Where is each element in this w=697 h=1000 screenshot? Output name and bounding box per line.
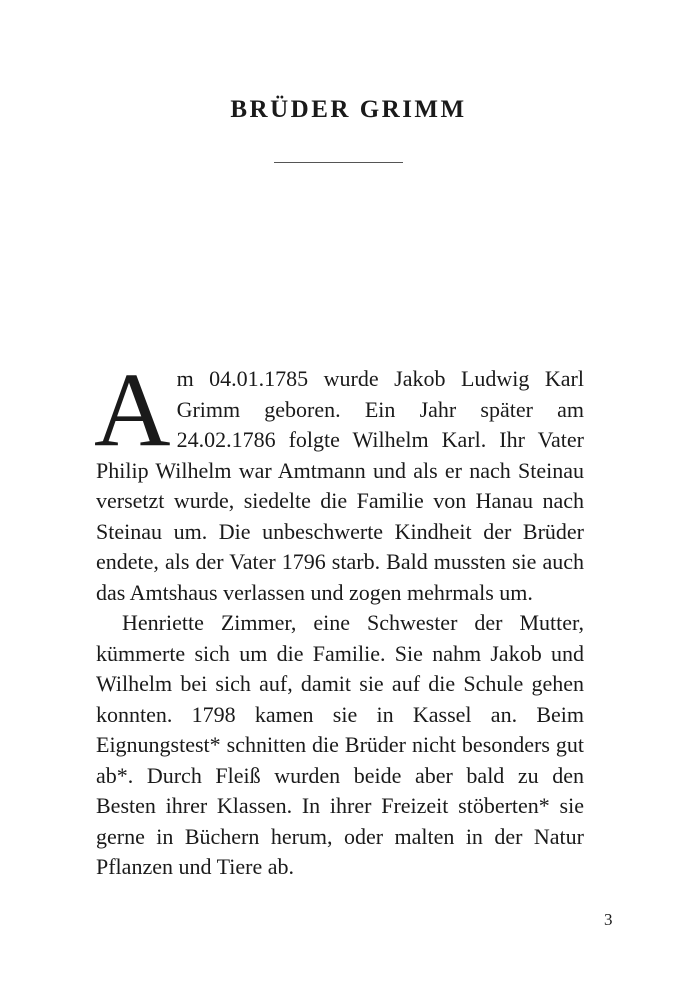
title-divider bbox=[274, 162, 403, 163]
page-number: 3 bbox=[604, 910, 613, 929]
paragraph-2: Henriette Zimmer, eine Schwester der Mutter, kümmerte sich um die Familie. Sie nahm Jakob und Wilhelm bei sich auf, damit sie auf die Schule gehen konnten. 1798 kamen sie in Kassel an. Beim Eignungstest* schnitten die Brüder nicht besonders gut ab*. Durch Fleiß wurden beide aber bald zu den Besten ihrer Klassen. In ihrer Freizeit stöberten* sie gerne in Büchern herum, oder malten in der Natur Pflanzen und Tiere ab. bbox=[96, 610, 584, 879]
body-text bbox=[94, 351, 584, 883]
drop-cap: A bbox=[94, 351, 171, 468]
chapter-title: BRÜDER GRIMM bbox=[230, 96, 467, 123]
paragraph-1 bbox=[94, 351, 584, 608]
paragraph-1-text: m 04.01.1785 wurde Jakob Ludwig Karl Grimm geboren. Ein Jahr später am 24.02.1786 folgte Wilhelm Karl. Ihr Vater Philip Wilhelm war Amtmann und als er nach Steinau versetzt wurde, siedelte die Familie von Hanau nach Steinau um. Die unbeschwerte Kindheit der Brüder endete, als der Vater 1796 starb. Bald mussten sie auch das Amtshaus verlassen und zogen mehrmals um. bbox=[96, 366, 584, 605]
